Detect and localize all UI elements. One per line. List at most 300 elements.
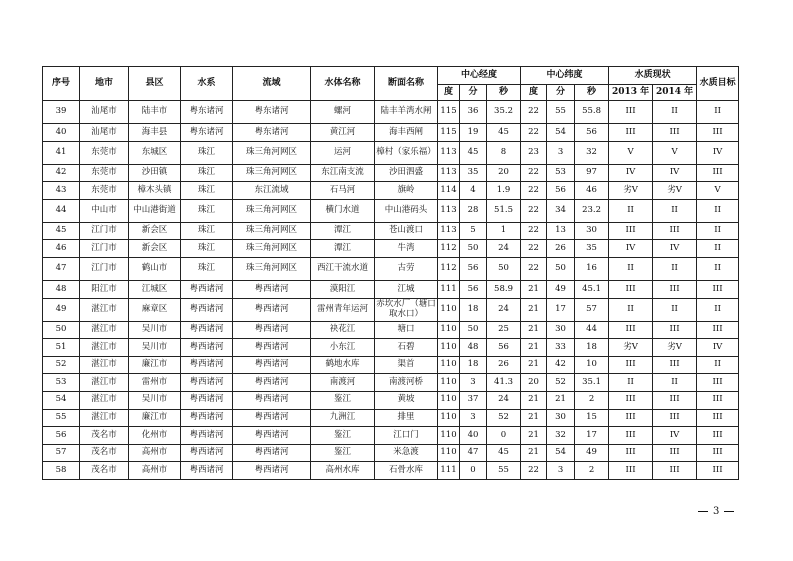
cell-city: 茂名市 [80,444,129,462]
table-row [43,240,739,258]
cell-target: III [697,321,739,339]
header-latitude: 中心纬度 [521,67,609,85]
cell-city: 茂名市 [80,427,129,445]
cell-county: 新会区 [129,222,181,240]
cell-lon-min: 18 [460,356,487,374]
cell-basin: 珠三角河网区 [233,257,311,280]
cell-section: 古劳 [375,257,438,280]
cell-lon-sec: 56 [487,339,521,357]
cell-basin: 粤西诸河 [233,356,311,374]
cell-water-body: 黄江河 [311,124,375,142]
cell-lon-deg: 110 [438,391,460,409]
cell-lon-min: 37 [460,391,487,409]
cell-lat-sec: 56 [575,124,609,142]
cell-lat-sec: 44 [575,321,609,339]
cell-target: II [697,356,739,374]
cell-target: III [697,427,739,445]
cell-lon-deg: 111 [438,280,460,298]
table-row [43,462,739,480]
cell-status-2013: III [609,222,653,240]
cell-lon-sec: 0 [487,427,521,445]
cell-lat-deg: 21 [521,409,547,427]
cell-lat-min: 56 [547,182,575,200]
cell-lon-sec: 20 [487,164,521,182]
cell-lat-min: 30 [547,409,575,427]
cell-water-body: 潭江 [311,222,375,240]
cell-water-body: 鹤地水库 [311,356,375,374]
header-water-system: 水系 [181,67,233,101]
cell-no: 49 [43,298,80,321]
cell-basin: 粤西诸河 [233,374,311,392]
footer-dash-right [724,511,734,512]
cell-status-2014: III [653,222,697,240]
cell-water-system: 粤西诸河 [181,409,233,427]
cell-city: 阳江市 [80,280,129,298]
cell-lon-sec: 51.5 [487,199,521,222]
cell-lon-deg: 113 [438,141,460,164]
cell-water-system: 粤西诸河 [181,321,233,339]
table-row [43,182,739,200]
cell-lat-sec: 18 [575,339,609,357]
cell-city: 东莞市 [80,164,129,182]
cell-basin: 粤西诸河 [233,444,311,462]
table-body [43,101,739,480]
cell-lat-sec: 16 [575,257,609,280]
cell-lat-min: 3 [547,141,575,164]
cell-water-body: 螺河 [311,101,375,124]
cell-city: 江门市 [80,257,129,280]
table-row [43,321,739,339]
cell-lon-sec: 45 [487,124,521,142]
cell-lon-sec: 45 [487,444,521,462]
cell-section: 沙田泗盛 [375,164,438,182]
cell-status-2014: III [653,124,697,142]
cell-lon-min: 19 [460,124,487,142]
cell-target: III [697,462,739,480]
cell-lat-sec: 49 [575,444,609,462]
cell-lon-sec: 55 [487,462,521,480]
header-quality-target: 水质目标 [697,67,739,101]
table-row [43,409,739,427]
cell-county: 高州市 [129,462,181,480]
cell-status-2013: II [609,374,653,392]
cell-lon-min: 47 [460,444,487,462]
table-row [43,339,739,357]
cell-lat-min: 13 [547,222,575,240]
cell-target: III [697,391,739,409]
cell-lon-min: 48 [460,339,487,357]
cell-county: 廉江市 [129,356,181,374]
cell-lon-deg: 112 [438,257,460,280]
cell-water-system: 粤西诸河 [181,374,233,392]
cell-lat-sec: 30 [575,222,609,240]
header-quality-status: 水质现状 [609,67,697,85]
cell-no: 39 [43,101,80,124]
cell-no: 42 [43,164,80,182]
cell-status-2014: V [653,141,697,164]
header-lon-deg: 度 [438,85,460,101]
cell-lat-min: 17 [547,298,575,321]
cell-lat-deg: 22 [521,199,547,222]
cell-status-2013: 劣V [609,339,653,357]
cell-water-system: 粤西诸河 [181,391,233,409]
cell-status-2014: II [653,101,697,124]
cell-lat-sec: 2 [575,462,609,480]
cell-no: 47 [43,257,80,280]
cell-basin: 东江流域 [233,182,311,200]
header-lon-min: 分 [460,85,487,101]
cell-lat-min: 32 [547,427,575,445]
cell-county: 化州市 [129,427,181,445]
cell-county: 海丰县 [129,124,181,142]
cell-section: 苍山渡口 [375,222,438,240]
cell-county: 中山港街道 [129,199,181,222]
cell-lat-deg: 22 [521,164,547,182]
cell-section: 江口门 [375,427,438,445]
cell-water-system: 珠江 [181,141,233,164]
cell-lat-deg: 22 [521,240,547,258]
cell-county: 吴川市 [129,339,181,357]
cell-section: 南渡河桥 [375,374,438,392]
cell-section: 旗岭 [375,182,438,200]
table-row [43,141,739,164]
header-water-body: 水体名称 [311,67,375,101]
cell-no: 46 [43,240,80,258]
cell-basin: 粤西诸河 [233,339,311,357]
cell-lat-sec: 45.1 [575,280,609,298]
cell-no: 52 [43,356,80,374]
header-section: 断面名称 [375,67,438,101]
cell-lon-sec: 24 [487,391,521,409]
cell-lon-deg: 113 [438,164,460,182]
cell-lat-deg: 21 [521,339,547,357]
cell-section: 塘口 [375,321,438,339]
cell-water-body: 鉴江 [311,444,375,462]
cell-city: 湛江市 [80,356,129,374]
cell-lat-deg: 21 [521,444,547,462]
cell-city: 汕尾市 [80,101,129,124]
cell-no: 40 [43,124,80,142]
cell-lat-min: 50 [547,257,575,280]
cell-basin: 珠三角河网区 [233,199,311,222]
cell-lat-sec: 35.1 [575,374,609,392]
cell-section: 石骨水库 [375,462,438,480]
cell-basin: 粤东诸河 [233,124,311,142]
cell-section: 陆丰羊湾水闸 [375,101,438,124]
cell-water-system: 珠江 [181,222,233,240]
cell-water-system: 珠江 [181,240,233,258]
table-row [43,356,739,374]
cell-county: 东城区 [129,141,181,164]
cell-lat-sec: 46 [575,182,609,200]
cell-status-2013: IV [609,164,653,182]
cell-lat-deg: 22 [521,124,547,142]
cell-status-2013: III [609,427,653,445]
table-row [43,374,739,392]
cell-basin: 粤东诸河 [233,101,311,124]
cell-lat-deg: 21 [521,391,547,409]
cell-city: 茂名市 [80,462,129,480]
cell-status-2013: III [609,101,653,124]
cell-lon-sec: 1.9 [487,182,521,200]
cell-target: III [697,124,739,142]
cell-water-body: 南渡河 [311,374,375,392]
cell-city: 湛江市 [80,321,129,339]
cell-status-2014: 劣V [653,339,697,357]
cell-lon-min: 3 [460,374,487,392]
cell-status-2014: II [653,298,697,321]
cell-lon-min: 28 [460,199,487,222]
table-row [43,257,739,280]
cell-target: II [697,222,739,240]
cell-lon-min: 56 [460,280,487,298]
cell-water-system: 粤西诸河 [181,444,233,462]
cell-lon-sec: 35.2 [487,101,521,124]
cell-lon-min: 4 [460,182,487,200]
cell-water-system: 粤西诸河 [181,339,233,357]
cell-target: II [697,298,739,321]
cell-lat-min: 30 [547,321,575,339]
cell-target: III [697,374,739,392]
cell-basin: 粤西诸河 [233,298,311,321]
cell-status-2013: III [609,409,653,427]
cell-water-body: 石马河 [311,182,375,200]
cell-lon-min: 0 [460,462,487,480]
cell-lon-min: 36 [460,101,487,124]
page-number [693,506,739,517]
header-lat-deg: 度 [521,85,547,101]
cell-water-system: 珠江 [181,182,233,200]
cell-city: 湛江市 [80,339,129,357]
cell-lon-min: 45 [460,141,487,164]
cell-no: 41 [43,141,80,164]
cell-water-system: 粤东诸河 [181,124,233,142]
cell-lat-min: 26 [547,240,575,258]
cell-status-2013: III [609,444,653,462]
cell-target: II [697,257,739,280]
header-basin: 流域 [233,67,311,101]
cell-city: 湛江市 [80,374,129,392]
cell-lon-deg: 114 [438,182,460,200]
cell-water-body: 鉴江 [311,391,375,409]
cell-status-2014: III [653,280,697,298]
cell-city: 中山市 [80,199,129,222]
cell-county: 陆丰市 [129,101,181,124]
water-quality-table [42,66,739,480]
cell-target: II [697,101,739,124]
cell-lat-sec: 57 [575,298,609,321]
cell-lon-sec: 58.9 [487,280,521,298]
header-lon-sec: 秒 [487,85,521,101]
cell-no: 48 [43,280,80,298]
cell-county: 江城区 [129,280,181,298]
cell-section: 中山港码头 [375,199,438,222]
cell-status-2014: III [653,356,697,374]
cell-status-2013: III [609,462,653,480]
header-lat-sec: 秒 [575,85,609,101]
cell-lon-deg: 110 [438,321,460,339]
cell-water-body: 高州水库 [311,462,375,480]
cell-basin: 珠三角河网区 [233,222,311,240]
cell-lon-deg: 110 [438,409,460,427]
cell-target: III [697,280,739,298]
table-row [43,164,739,182]
cell-lat-min: 3 [547,462,575,480]
cell-section: 海丰西闸 [375,124,438,142]
cell-no: 56 [43,427,80,445]
cell-water-body: 潭江 [311,240,375,258]
cell-no: 50 [43,321,80,339]
header-year-2014: 2014 年 [653,85,697,101]
cell-lon-deg: 115 [438,124,460,142]
cell-city: 东莞市 [80,182,129,200]
cell-section: 樟村（家乐福） [375,141,438,164]
cell-target: IV [697,339,739,357]
cell-no: 58 [43,462,80,480]
cell-status-2014: III [653,391,697,409]
cell-lat-deg: 21 [521,427,547,445]
cell-basin: 粤西诸河 [233,280,311,298]
cell-no: 51 [43,339,80,357]
cell-target: III [697,409,739,427]
cell-lat-sec: 23.2 [575,199,609,222]
cell-no: 45 [43,222,80,240]
cell-lat-sec: 35 [575,240,609,258]
cell-lat-deg: 22 [521,101,547,124]
cell-lat-min: 33 [547,339,575,357]
cell-water-body: 西江干流水道 [311,257,375,280]
cell-target: IV [697,141,739,164]
cell-city: 湛江市 [80,298,129,321]
cell-section: 渠首 [375,356,438,374]
cell-water-body: 东江南支流 [311,164,375,182]
cell-target: III [697,444,739,462]
cell-lat-min: 54 [547,444,575,462]
cell-section: 黄坡 [375,391,438,409]
cell-lon-min: 56 [460,257,487,280]
cell-status-2014: II [653,199,697,222]
cell-water-body: 鉴江 [311,427,375,445]
cell-city: 江门市 [80,240,129,258]
cell-lat-deg: 21 [521,321,547,339]
cell-no: 44 [43,199,80,222]
cell-lat-deg: 21 [521,280,547,298]
cell-lon-sec: 24 [487,240,521,258]
table-row [43,199,739,222]
cell-target: II [697,240,739,258]
cell-lat-deg: 21 [521,298,547,321]
cell-lat-deg: 21 [521,356,547,374]
cell-lon-min: 18 [460,298,487,321]
header-longitude: 中心经度 [438,67,521,85]
cell-status-2014: II [653,257,697,280]
cell-lon-sec: 8 [487,141,521,164]
header-city: 地市 [80,67,129,101]
cell-lon-sec: 26 [487,356,521,374]
cell-no: 54 [43,391,80,409]
cell-lon-deg: 110 [438,427,460,445]
cell-status-2014: III [653,462,697,480]
cell-water-system: 珠江 [181,257,233,280]
cell-lat-deg: 23 [521,141,547,164]
cell-water-system: 粤西诸河 [181,280,233,298]
cell-county: 鹤山市 [129,257,181,280]
cell-lon-min: 50 [460,321,487,339]
cell-status-2013: II [609,257,653,280]
footer-dash-left [698,511,708,512]
cell-county: 沙田镇 [129,164,181,182]
cell-lat-min: 34 [547,199,575,222]
cell-lon-deg: 110 [438,374,460,392]
cell-water-body: 袂花江 [311,321,375,339]
cell-status-2013: 劣V [609,182,653,200]
cell-no: 55 [43,409,80,427]
cell-water-body: 九洲江 [311,409,375,427]
cell-water-system: 珠江 [181,199,233,222]
cell-lat-sec: 55.8 [575,101,609,124]
cell-lat-min: 53 [547,164,575,182]
table-row [43,444,739,462]
cell-lat-deg: 22 [521,462,547,480]
cell-water-system: 粤东诸河 [181,101,233,124]
table-header [43,67,739,101]
cell-status-2014: IV [653,240,697,258]
cell-status-2014: III [653,321,697,339]
page-number-text: 3 [713,506,720,517]
cell-basin: 粤西诸河 [233,427,311,445]
cell-no: 57 [43,444,80,462]
cell-basin: 珠三角河网区 [233,164,311,182]
cell-status-2014: IV [653,427,697,445]
cell-lat-min: 54 [547,124,575,142]
cell-lon-deg: 113 [438,199,460,222]
cell-city: 湛江市 [80,409,129,427]
cell-section: 米急渡 [375,444,438,462]
table-row [43,222,739,240]
table-row [43,124,739,142]
cell-lon-sec: 1 [487,222,521,240]
cell-lon-sec: 41.3 [487,374,521,392]
cell-water-body: 雷州青年运河 [311,298,375,321]
cell-lat-min: 42 [547,356,575,374]
cell-lon-min: 5 [460,222,487,240]
cell-status-2014: IV [653,164,697,182]
cell-basin: 珠三角河网区 [233,240,311,258]
cell-lon-min: 35 [460,164,487,182]
cell-lat-min: 49 [547,280,575,298]
cell-lat-deg: 22 [521,257,547,280]
cell-county: 廉江市 [129,409,181,427]
cell-section: 江城 [375,280,438,298]
cell-water-system: 粤西诸河 [181,462,233,480]
table-row [43,427,739,445]
cell-lat-sec: 15 [575,409,609,427]
cell-water-body: 运河 [311,141,375,164]
cell-target: V [697,182,739,200]
cell-lat-sec: 97 [575,164,609,182]
cell-lat-deg: 22 [521,182,547,200]
cell-lon-deg: 113 [438,222,460,240]
cell-water-system: 珠江 [181,164,233,182]
cell-section: 牛湾 [375,240,438,258]
cell-lon-sec: 50 [487,257,521,280]
cell-basin: 粤西诸河 [233,409,311,427]
cell-target: III [697,164,739,182]
cell-target: II [697,199,739,222]
cell-water-system: 粤西诸河 [181,298,233,321]
cell-water-system: 粤西诸河 [181,356,233,374]
header-year-2013: 2013 年 [609,85,653,101]
